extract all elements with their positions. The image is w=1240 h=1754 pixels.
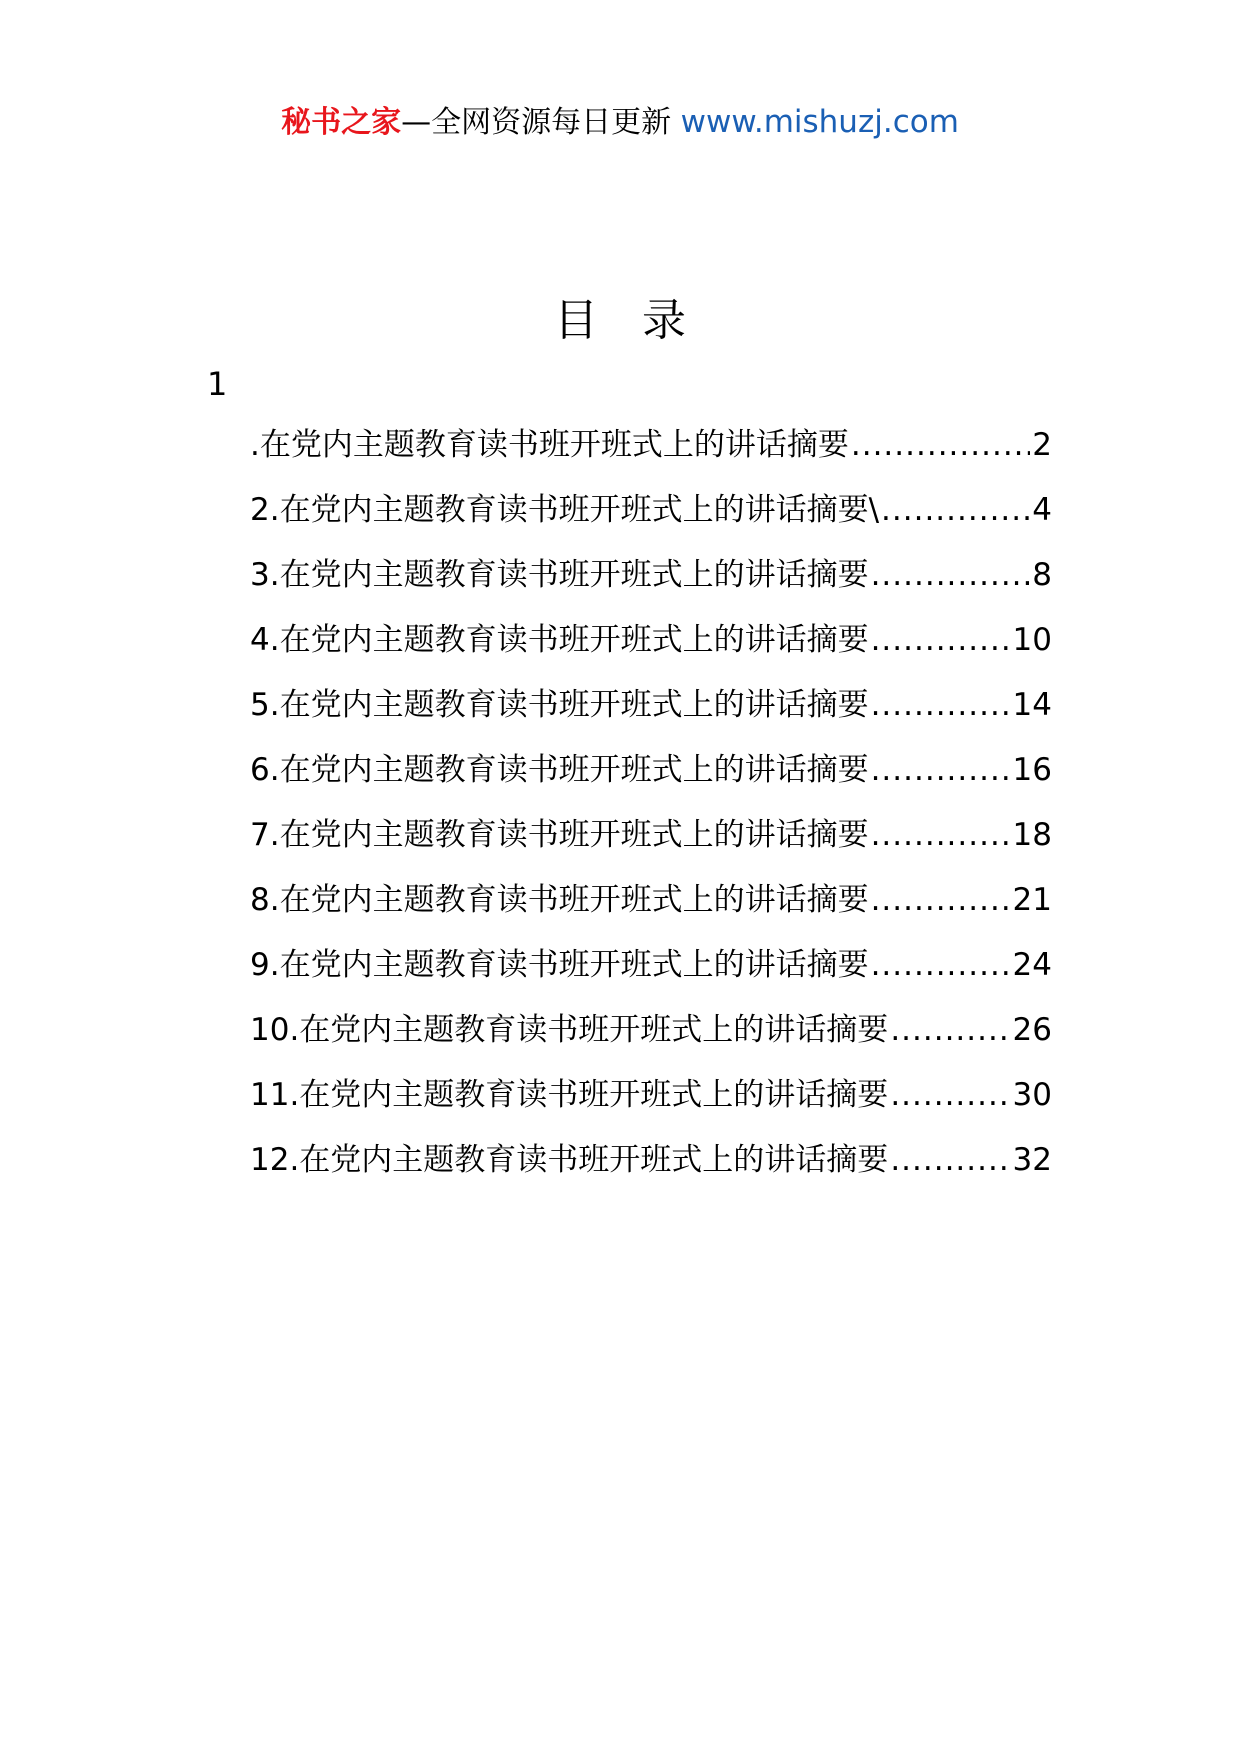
toc-entry-page: 10 bbox=[1012, 622, 1052, 658]
toc-entry-title: .在党内主题教育读书班开班式上的讲话摘要 bbox=[250, 427, 849, 463]
toc-entry-title: 7.在党内主题教育读书班开班式上的讲话摘要 bbox=[250, 817, 869, 853]
toc-entry-page: 21 bbox=[1012, 882, 1052, 918]
toc-entry-page: 26 bbox=[1012, 1012, 1052, 1048]
toc-entry-page: 32 bbox=[1012, 1142, 1052, 1178]
toc-entry-page: 18 bbox=[1012, 817, 1052, 853]
toc-entry[interactable] bbox=[250, 943, 1052, 1008]
toc-entry-title: 10.在党内主题教育读书班开班式上的讲话摘要 bbox=[250, 1012, 889, 1048]
toc-entry-page: 8 bbox=[1032, 557, 1052, 593]
toc-entry[interactable] bbox=[250, 878, 1052, 943]
dot-leader bbox=[871, 943, 1011, 987]
dot-leader bbox=[871, 618, 1011, 662]
dot-leader bbox=[890, 1073, 1010, 1117]
toc-entry-title: 8.在党内主题教育读书班开班式上的讲话摘要 bbox=[250, 882, 869, 918]
toc-entry-title: 4.在党内主题教育读书班开班式上的讲话摘要 bbox=[250, 622, 869, 658]
table-of-contents bbox=[250, 423, 1052, 1203]
toc-entry-title: 5.在党内主题教育读书班开班式上的讲话摘要 bbox=[250, 687, 869, 723]
header-tagline: —全网资源每日更新 bbox=[401, 105, 672, 140]
toc-entry[interactable] bbox=[250, 813, 1052, 878]
toc-entry-page: 2 bbox=[1032, 427, 1052, 463]
toc-entry[interactable] bbox=[250, 488, 1052, 553]
dot-leader bbox=[881, 488, 1030, 532]
toc-entry[interactable] bbox=[250, 423, 1052, 488]
dot-leader bbox=[890, 1008, 1010, 1052]
toc-entry-title: 11.在党内主题教育读书班开班式上的讲话摘要 bbox=[250, 1077, 889, 1113]
toc-entry-page: 30 bbox=[1012, 1077, 1052, 1113]
toc-entry-title: 9.在党内主题教育读书班开班式上的讲话摘要 bbox=[250, 947, 869, 983]
dot-leader bbox=[890, 1138, 1010, 1182]
toc-entry-page: 16 bbox=[1012, 752, 1052, 788]
toc-entry[interactable] bbox=[250, 1138, 1052, 1203]
page-header bbox=[0, 100, 1240, 145]
toc-lead-number: 1 bbox=[207, 365, 228, 403]
toc-entry[interactable] bbox=[250, 1008, 1052, 1073]
brand-name: 秘书之家 bbox=[281, 105, 402, 140]
toc-entry-title: 12.在党内主题教育读书班开班式上的讲话摘要 bbox=[250, 1142, 889, 1178]
site-url-link[interactable]: www.mishuzj.com bbox=[680, 104, 959, 140]
toc-entry-title: 6.在党内主题教育读书班开班式上的讲话摘要 bbox=[250, 752, 869, 788]
dot-leader bbox=[871, 553, 1031, 597]
dot-leader bbox=[871, 683, 1011, 727]
toc-entry-page: 14 bbox=[1012, 687, 1052, 723]
toc-entry-title: 3.在党内主题教育读书班开班式上的讲话摘要 bbox=[250, 557, 869, 593]
toc-entry[interactable] bbox=[250, 748, 1052, 813]
toc-entry[interactable] bbox=[250, 553, 1052, 618]
dot-leader bbox=[871, 748, 1011, 792]
toc-entry[interactable] bbox=[250, 683, 1052, 748]
dot-leader bbox=[851, 423, 1030, 467]
toc-entry-page: 4 bbox=[1032, 492, 1052, 528]
toc-entry-page: 24 bbox=[1012, 947, 1052, 983]
dot-leader bbox=[871, 878, 1011, 922]
toc-entry[interactable] bbox=[250, 1073, 1052, 1138]
toc-entry-title: 2.在党内主题教育读书班开班式上的讲话摘要\ bbox=[250, 492, 880, 528]
dot-leader bbox=[871, 813, 1011, 857]
toc-title: 目录 bbox=[554, 295, 730, 346]
toc-entry[interactable] bbox=[250, 618, 1052, 683]
